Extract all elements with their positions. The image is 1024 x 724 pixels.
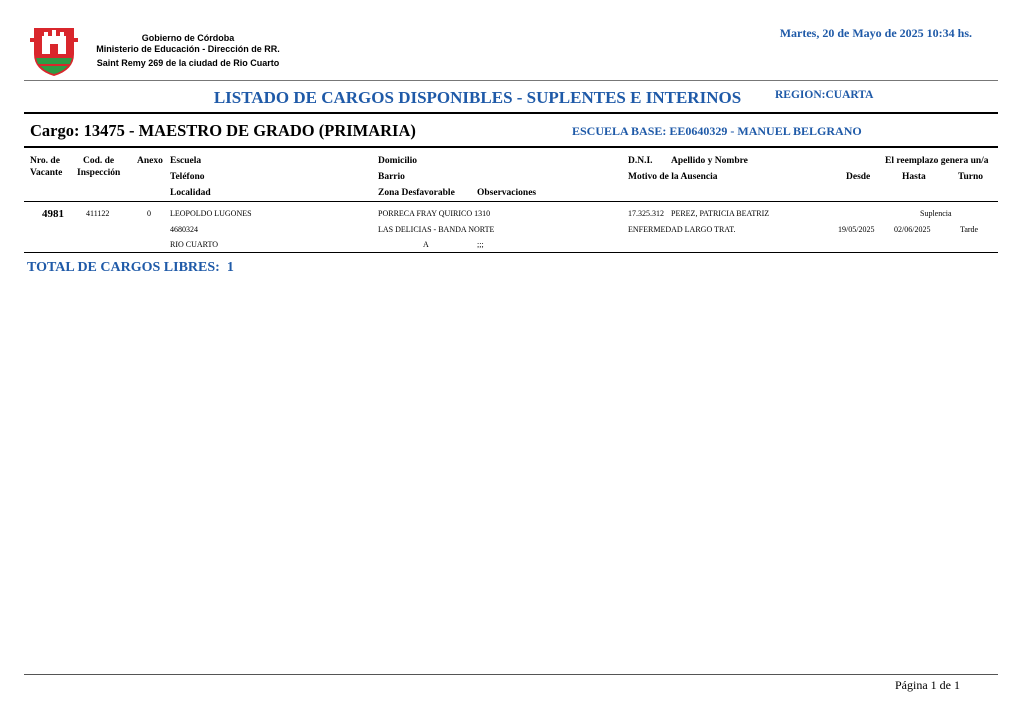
col-anexo: Anexo xyxy=(137,156,163,166)
col-telefono: Teléfono xyxy=(170,172,205,182)
row-dni: 17.325.312 xyxy=(628,209,664,218)
org-ministry: Ministerio de Educación - Dirección de RR. xyxy=(96,44,280,54)
org-address: Saint Remy 269 de la ciudad de Rio Cuarto xyxy=(96,58,280,68)
col-observaciones: Observaciones xyxy=(477,188,537,198)
row-escuela: LEOPOLDO LUGONES xyxy=(170,209,252,218)
divider-header xyxy=(24,201,998,202)
row-domicilio: PORRECA FRAY QUIRICO 1310 xyxy=(378,209,491,218)
row-motivo: ENFERMEDAD LARGO TRAT. xyxy=(628,225,736,234)
divider-row xyxy=(24,252,998,253)
row-nro-vacante: 4981 xyxy=(42,208,64,220)
row-hasta: 02/06/2025 xyxy=(894,225,931,234)
row-localidad: RIO CUARTO xyxy=(170,240,219,249)
col-domicilio: Domicilio xyxy=(378,156,418,166)
col-escuela: Escuela xyxy=(170,156,202,166)
divider-footer xyxy=(24,674,998,675)
col-localidad: Localidad xyxy=(170,188,211,198)
divider-top xyxy=(24,80,998,81)
divider-cargo xyxy=(24,146,998,148)
row-zona: A xyxy=(423,240,429,249)
col-dni: D.N.I. xyxy=(628,156,653,166)
col-nro-vacante-2: Vacante xyxy=(30,168,63,178)
region-label: REGION:CUARTA xyxy=(775,89,874,101)
row-telefono: 4680324 xyxy=(170,225,198,234)
row-desde: 19/05/2025 xyxy=(838,225,875,234)
col-motivo: Motivo de la Ausencia xyxy=(628,172,718,182)
col-reemplazo: El reemplazo genera un/a xyxy=(885,156,989,166)
col-apellido: Apellido y Nombre xyxy=(671,156,748,166)
row-anexo: 0 xyxy=(147,209,151,218)
col-nro-vacante-1: Nro. de xyxy=(30,156,60,166)
page-number: Página 1 de 1 xyxy=(895,678,960,692)
cordoba-coat-of-arms-icon xyxy=(28,24,80,78)
col-cod-inspeccion-2: Inspección xyxy=(77,168,121,178)
escuela-base: ESCUELA BASE: EE0640329 - MANUEL BELGRANO xyxy=(572,124,862,138)
row-observaciones: ;;; xyxy=(477,240,484,249)
col-cod-inspeccion-1: Cod. de xyxy=(83,156,115,166)
row-barrio: LAS DELICIAS - BANDA NORTE xyxy=(378,225,495,234)
org-name: Gobierno de Córdoba xyxy=(141,33,235,43)
row-turno: Tarde xyxy=(960,225,979,234)
report-datetime: Martes, 20 de Mayo de 2025 10:34 hs. xyxy=(779,26,972,40)
divider-title xyxy=(24,112,998,114)
row-cod-inspeccion: 411122 xyxy=(86,209,110,218)
col-hasta: Hasta xyxy=(902,172,926,182)
total-cargos-libres: TOTAL DE CARGOS LIBRES: 1 xyxy=(27,260,234,275)
row-apellido: PEREZ, PATRICIA BEATRIZ xyxy=(671,209,770,218)
page-title: LISTADO DE CARGOS DISPONIBLES - SUPLENTES E INTERINOS xyxy=(213,88,742,107)
row-reemplazo: Suplencia xyxy=(920,209,952,218)
col-barrio: Barrio xyxy=(378,172,405,182)
cargo-label: Cargo: 13475 - MAESTRO DE GRADO (PRIMARIA) xyxy=(30,121,416,140)
col-zona: Zona Desfavorable xyxy=(378,188,455,198)
col-desde: Desde xyxy=(846,172,871,182)
col-turno: Turno xyxy=(958,172,983,182)
